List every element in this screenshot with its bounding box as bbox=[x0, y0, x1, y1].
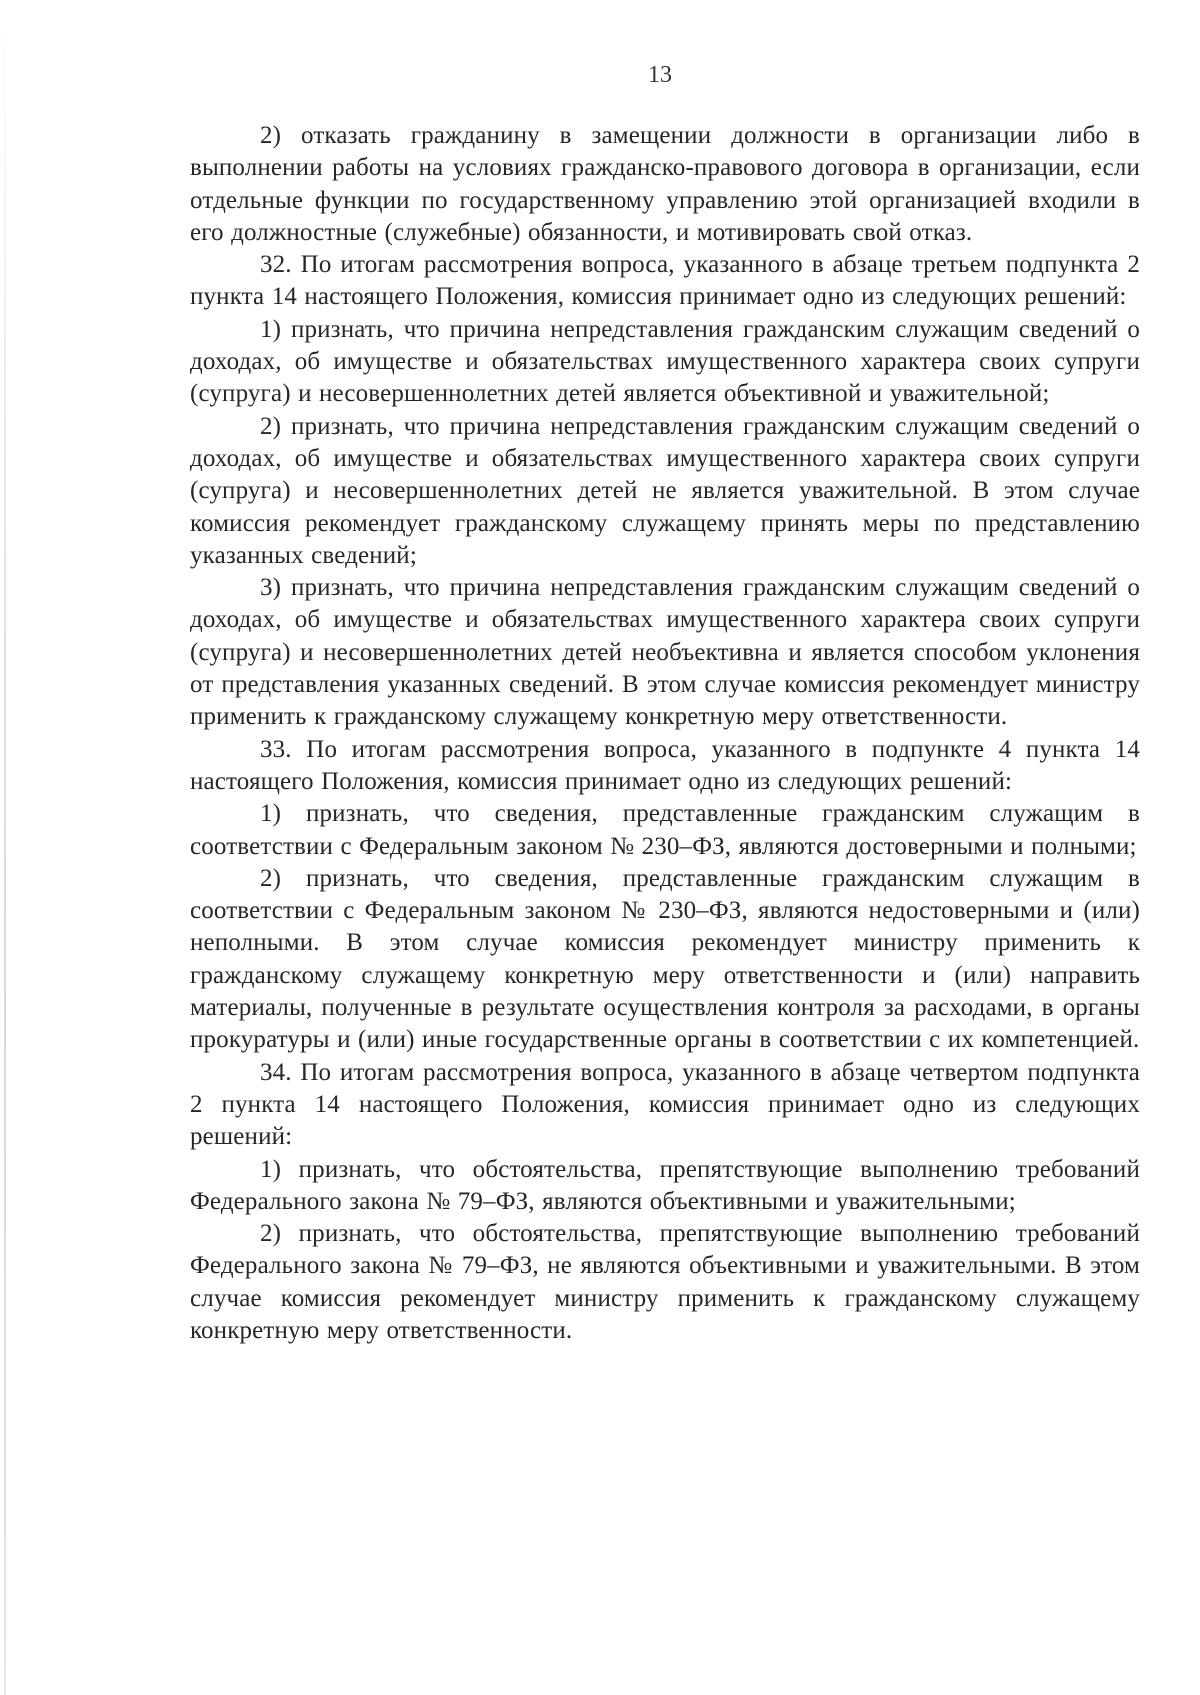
paragraph-item-34: 34. По итогам рассмотрения вопроса, указанного в абзаце четвертом подпункта 2 пункта 14 настоящего Положения, комиссия принимает одно из следующих решений: bbox=[190, 1058, 1140, 1151]
paragraph-clause-2-refuse: 2) отказать гражданину в замещении должности в организации либо в выполнении работы на условиях гражданско-правового договора в организации, если отдельные функции по государственному управлению этой организацией входили в его должностные (служебные) обязанности, и мотивировать свой отказ. bbox=[190, 122, 1140, 246]
paragraph-32-clause-2: 2) признать, что причина непредставления гражданским служащим сведений о доходах, об имуществе и обязательствах имущественного характера своих супруги (супруга) и несовершеннолетних детей не является уважительной. В этом случае комиссия рекомендует гражданскому служащему принять меры по представлению указанных сведений; bbox=[190, 412, 1140, 569]
paragraph-32-clause-1: 1) признать, что причина непредставления гражданским служащим сведений о доходах, об имуществе и обязательствах имущественного характера своих супруги (супруга) и несовершеннолетних детей является объективной и уважительной; bbox=[190, 315, 1140, 408]
paragraph-34-clause-2: 2) признать, что обстоятельства, препятствующие выполнению требований Федерального закона № 79–ФЗ, не являются объективными и уважительными. В этом случае комиссия рекомендует министру применить к гражданскому служащему конкретную меру ответственности. bbox=[190, 1220, 1140, 1344]
paragraph-33-clause-1: 1) признать, что сведения, представленные гражданским служащим в соответствии с Федеральным законом № 230–ФЗ, являются достоверными и полными; bbox=[190, 800, 1140, 860]
document-body bbox=[190, 120, 1140, 1347]
scan-edge bbox=[4, 0, 6, 1695]
paragraph-32-clause-3: 3) признать, что причина непредставления гражданским служащим сведений о доходах, об имуществе и обязательствах имущественного характера своих супруги (супруга) и несовершеннолетних детей необъективна и является способом уклонения от представления указанных сведений. В этом случае комиссия рекомендует министру применить к гражданскому служащему конкретную меру ответственности. bbox=[190, 574, 1140, 731]
paragraph-item-32: 32. По итогам рассмотрения вопроса, указанного в абзаце третьем подпункта 2 пункта 14 настоящего Положения, комиссия принимает одно из следующих решений: bbox=[190, 251, 1140, 311]
paragraph-34-clause-1: 1) признать, что обстоятельства, препятствующие выполнению требований Федерального закона № 79–ФЗ, являются объективными и уважительными; bbox=[190, 1155, 1140, 1215]
page-number: 13 bbox=[648, 62, 672, 88]
paragraph-33-clause-2: 2) признать, что сведения, представленные гражданским служащим в соответствии с Федеральным законом № 230–ФЗ, являются недостоверными и (или) неполными. В этом случае комиссия рекомендует министру применить к гражданскому служащему конкретную меру ответственности и (или) направить материалы, полученные в результате осуществления контроля за расходами, в органы прокуратуры и (или) иные государственные органы в соответствии с их компетенцией. bbox=[190, 864, 1140, 1054]
paragraph-item-33: 33. По итогам рассмотрения вопроса, указанного в подпункте 4 пункта 14 настоящего Положения, комиссия принимает одно из следующих решений: bbox=[190, 735, 1140, 795]
